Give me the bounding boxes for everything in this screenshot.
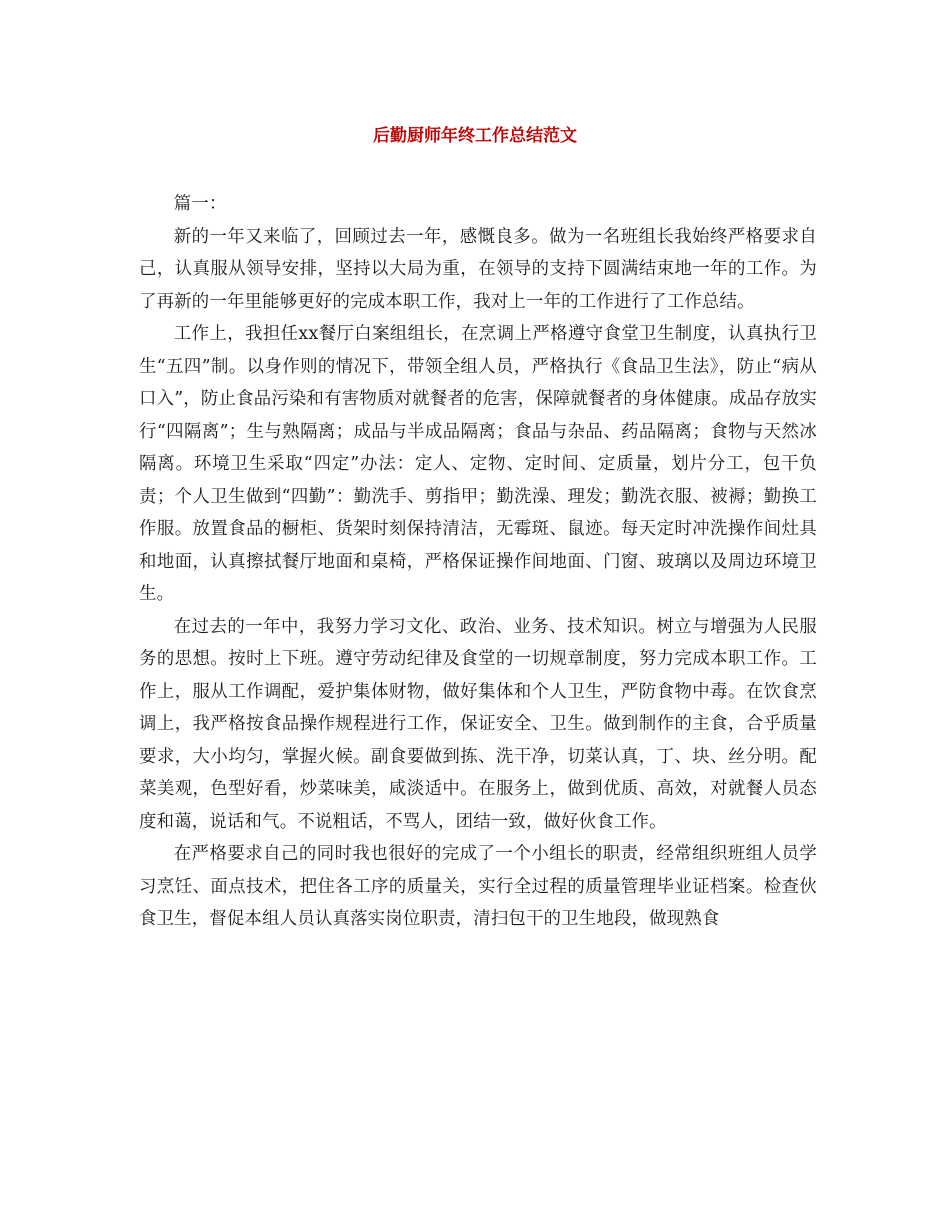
document-title: 后勤厨师年终工作总结范文 bbox=[373, 126, 577, 146]
paragraph-3: 在过去的一年中，我努力学习文化、政治、业务、技术知识。树立与增强为人民服务的思想。按时上下班。遵守劳动纪律及食堂的一切规章制度，努力完成本职工作。工作上，服从工作调配，爱护集体财物，做好集体和个人卫生，严防食物中毒。在饮食烹调上，我严格按食品操作规程进行工作，保证安全、卫生。做到制作的主食，合乎质量要求，大小均匀，掌握火候。副食要做到拣、洗干净，切菜认真，丁、块、丝分明。配菜美观，色型好看，炒菜味美，咸淡适中。在服务上，做到优质、高效，对就餐人员态度和蔼，说话和气。不说粗话，不骂人，团结一致，做好伙食工作。 bbox=[139, 616, 817, 832]
document-body bbox=[139, 188, 817, 936]
paragraph-2: 工作上，我担任xx餐厅白案组组长，在烹调上严格遵守食堂卫生制度，认真执行卫生“五四”制。以身作则的情况下，带领全组人员，严格执行《食品卫生法》，防止“病从口入”，防止食品污染和有害物质对就餐者的危害，保障就餐者的身体健康。成品存放实行“四隔离”；生与熟隔离；成品与半成品隔离；食品与杂品、药品隔离；食物与天然冰隔离。环境卫生采取“四定”办法：定人、定物、定时间、定质量，划片分工，包干负责；个人卫生做到“四勤”：勤洗手、剪指甲；勤洗澡、理发；勤洗衣服、被褥；勤换工作服。放置食品的橱柜、货架时刻保持清洁，无霉斑、鼠迹。每天定时冲洗操作间灶具和地面，认真擦拭餐厅地面和桌椅，严格保证操作间地面、门窗、玻璃以及周边环境卫生。 bbox=[139, 324, 817, 604]
section-heading: 篇一： bbox=[173, 194, 227, 214]
paragraph-4: 在严格要求自己的同时我也很好的完成了一个小组长的职责，经常组织班组人员学习烹饪、面点技术，把住各工序的质量关，实行全过程的质量管理毕业证档案。检查伙食卫生，督促本组人员认真落实岗位职责，清扫包干的卫生地段，做现熟食 bbox=[139, 844, 817, 929]
paragraph-1: 新的一年又来临了，回顾过去一年，感慨良多。做为一名班组长我始终严格要求自己，认真服从领导安排，坚持以大局为重，在领导的支持下圆满结束地一年的工作。为了再新的一年里能够更好的完成本职工作，我对上一年的工作进行了工作总结。 bbox=[139, 226, 817, 312]
